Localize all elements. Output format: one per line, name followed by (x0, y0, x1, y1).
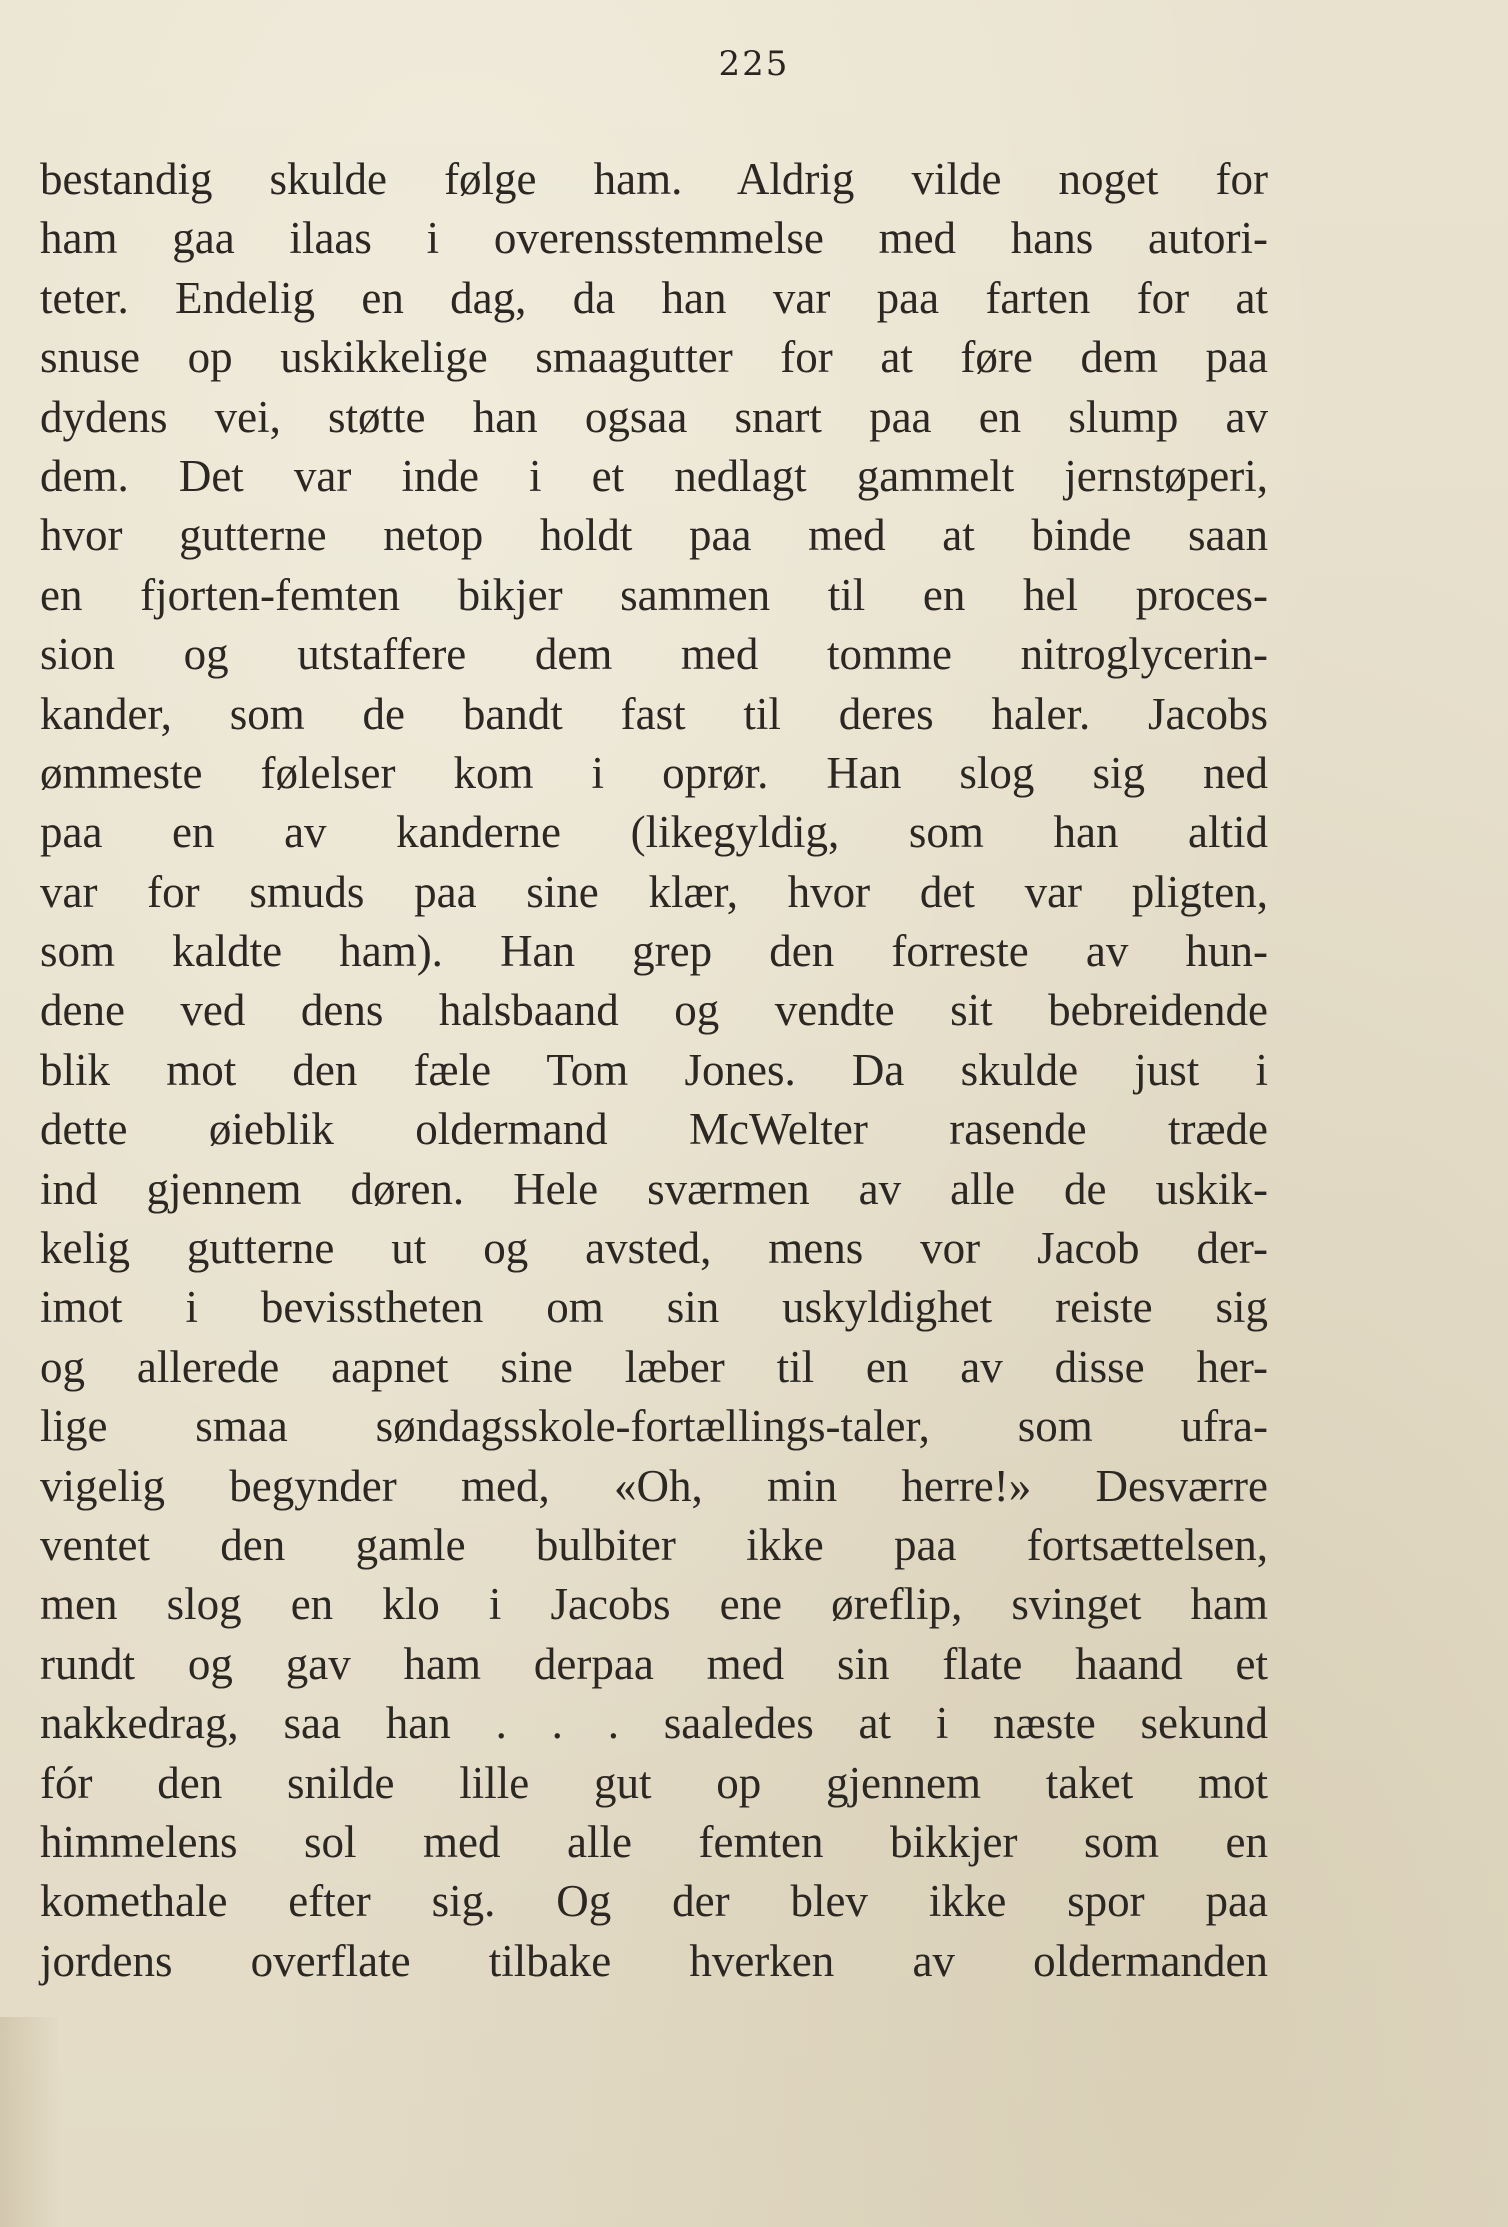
text-line: sion og utstaffere dem med tomme nitroglycerin- (40, 629, 1268, 680)
text-line: teter. Endelig en dag, da han var paa farten for at (40, 272, 1268, 323)
text-line: ventet den gamle bulbiter ikke paa fortsættelsen, (40, 1519, 1268, 1570)
page-number: 225 (718, 44, 790, 84)
text-line: lige smaa søndagsskole-fortællings-taler, som ufra- (40, 1401, 1268, 1452)
text-line: imot i bevisstheten om sin uskyldighet reiste sig (40, 1282, 1268, 1333)
text-line: bestandig skulde følge ham. Aldrig vilde noget for (40, 154, 1268, 204)
text-line: dette øieblik oldermand McWelter rasende træde (40, 1104, 1268, 1155)
text-line: vigelig begynder med, «Oh, min herre!» Desværre (40, 1460, 1268, 1511)
text-line: var for smuds paa sine klær, hvor det var pligten, (40, 866, 1268, 917)
text-line: paa en av kanderne (likegyldig, som han altid (40, 807, 1268, 858)
text-line: hvor gutterne netop holdt paa med at binde saan (40, 510, 1268, 561)
text-line: nakkedrag, saa han . . . saaledes at i næste sekund (40, 1698, 1268, 1749)
text-line: dem. Det var inde i et nedlagt gammelt jernstøperi, (40, 450, 1268, 501)
text-line: ømmeste følelser kom i oprør. Han slog sig ned (40, 747, 1268, 798)
text-line: kelig gutterne ut og avsted, mens vor Jacob der- (40, 1223, 1268, 1274)
body-text (40, 150, 1268, 1991)
text-line: fór den snilde lille gut op gjennem taket mot (40, 1757, 1268, 1808)
text-line: jordens overflate tilbake hverken av oldermanden (40, 1935, 1268, 1986)
text-line: komethale efter sig. Og der blev ikke spor paa (40, 1876, 1268, 1927)
text-line: rundt og gav ham derpaa med sin flate haand et (40, 1638, 1268, 1689)
text-line: men slog en klo i Jacobs ene øreflip, svinget ham (40, 1579, 1268, 1630)
text-line: dydens vei, støtte han ogsaa snart paa en slump av (40, 391, 1268, 442)
text-line: ind gjennem døren. Hele sværmen av alle de uskik- (40, 1163, 1268, 1214)
text-line: kander, som de bandt fast til deres haler. Jacobs (40, 688, 1268, 739)
text-line: himmelens sol med alle femten bikkjer som en (40, 1816, 1268, 1867)
text-line: ham gaa ilaas i overensstemmelse med hans autori- (40, 213, 1268, 264)
text-line: dene ved dens halsbaand og vendte sit bebreidende (40, 985, 1268, 1036)
paper-edge-shading (0, 2017, 60, 2227)
text-line: og allerede aapnet sine læber til en av disse her- (40, 1341, 1268, 1392)
text-line: snuse op uskikkelige smaagutter for at føre dem paa (40, 332, 1268, 383)
text-line: blik mot den fæle Tom Jones. Da skulde just i (40, 1044, 1268, 1095)
text-line: som kaldte ham). Han grep den forreste av hun- (40, 926, 1268, 977)
text-line: en fjorten-femten bikjer sammen til en hel proces- (40, 569, 1268, 620)
